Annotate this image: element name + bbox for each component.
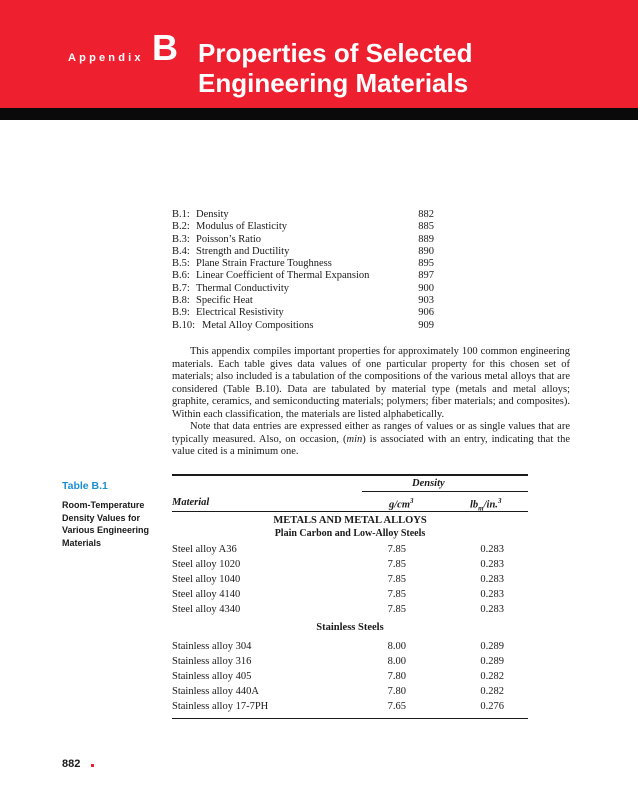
intro-paragraph-1: This appendix compiles important properties for approximately 100 common engineering materials. Each table gives data values of one particular property for this chosen set of materials; also included is a tabulation of the compositions of the various metal alloys that are considered (Table B.10). Data are tabulated by material type (metals and metal alloys; graphite, ceramics, and semiconducting materials; polymers; fiber materials; and composites). Within each classification, the materials are listed alphabetically. (172, 346, 570, 420)
material-cell: Stainless alloy 304 (172, 641, 252, 652)
toc-title: Poisson’s Ratio (196, 233, 262, 245)
material-cell: Stainless alloy 17-7PH (172, 701, 269, 712)
toc-number: B.8: (172, 295, 190, 307)
toc-row (172, 234, 434, 246)
toc-number: B.7: (172, 282, 190, 294)
column-header-material: Material (172, 497, 210, 508)
toc-number: B.6: (172, 270, 190, 282)
appendix-letter: B (152, 27, 178, 68)
toc-number: B.4: (172, 245, 190, 257)
toc-row (172, 221, 434, 233)
table-header-rule (172, 511, 528, 512)
page-number: 882 (62, 758, 81, 770)
table-row (172, 557, 528, 572)
table-bottom-rule (172, 718, 528, 719)
table-top-rule (172, 474, 528, 476)
table-row (172, 639, 528, 654)
material-cell: Stainless alloy 440A (172, 686, 259, 697)
appendix-title-line2: Engineering Materials (198, 68, 469, 98)
table-row (172, 669, 528, 684)
toc-page: 885 (418, 221, 434, 233)
table-row (172, 587, 528, 602)
toc-row (172, 270, 434, 282)
gcm-cell: 8.00 (387, 656, 406, 667)
toc-number: B.9: (172, 307, 190, 319)
table-row (172, 542, 528, 557)
appendix-title-line1: Properties of Selected (198, 38, 473, 68)
toc-row (172, 307, 434, 319)
gcm-cell: 7.85 (387, 574, 406, 585)
table-row (172, 572, 528, 587)
appendix-contents-list (172, 209, 434, 332)
toc-title: Plane Strain Fracture Toughness (196, 258, 332, 270)
toc-title: Specific Heat (196, 295, 253, 307)
table-group-title: Plain Carbon and Low-Alloy Steels (274, 528, 426, 539)
intro-paragraph-2: Note that data entries are expressed either as ranges of values or as single values that are typically measured. Also, on occasion, (min) is associated with an entry, indicating that the value cited is a minimum one. (172, 421, 570, 457)
gcm-cell: 7.80 (387, 671, 406, 682)
toc-title: Metal Alloy Compositions (202, 319, 314, 331)
toc-row (172, 209, 434, 221)
column-header-lbm: $lb_m/in.^3$ (470, 497, 502, 513)
density-table-body (172, 542, 528, 714)
toc-page: 890 (418, 245, 434, 257)
toc-number: B.3: (172, 233, 190, 245)
lbm-cell: 0.283 (480, 604, 504, 615)
toc-page: 909 (418, 319, 434, 331)
banner-underline-bar (0, 108, 638, 120)
lbm-cell: 0.283 (480, 589, 504, 600)
lbm-cell: 0.282 (480, 686, 504, 697)
table-caption (62, 480, 162, 549)
toc-page: 906 (418, 307, 434, 319)
column-group-density: Density (412, 478, 445, 489)
toc-number: B.1: (172, 209, 190, 220)
lbm-cell: 0.289 (480, 656, 504, 667)
table-section-title: METALS AND METAL ALLOYS (273, 515, 427, 526)
toc-title: Strength and Ductility (196, 245, 290, 257)
lbm-cell: 0.283 (480, 544, 504, 555)
table-row (172, 699, 528, 714)
toc-row (172, 283, 434, 295)
lbm-cell: 0.283 (480, 559, 504, 570)
material-cell: Steel alloy A36 (172, 544, 237, 555)
toc-title: Thermal Conductivity (196, 282, 290, 294)
min-term: min (346, 433, 363, 445)
table-group-title: Stainless Steels (316, 622, 384, 633)
lbm-cell: 0.289 (480, 641, 504, 652)
table-group-carbon-steels (172, 542, 528, 617)
toc-title: Density (196, 209, 229, 220)
page-number-dot-icon (91, 764, 94, 767)
column-header-gcm: $g/cm^3$ (389, 497, 414, 511)
table-row (172, 602, 528, 617)
gcm-cell: 7.85 (387, 604, 406, 615)
toc-page: 900 (418, 282, 434, 294)
table-row (172, 654, 528, 669)
gcm-cell: 7.65 (387, 701, 406, 712)
density-group-rule (362, 491, 528, 492)
toc-page: 889 (418, 233, 434, 245)
appendix-label: Appendix (68, 52, 144, 64)
gcm-cell: 7.85 (387, 589, 406, 600)
material-cell: Stainless alloy 405 (172, 671, 252, 682)
material-cell: Steel alloy 1020 (172, 559, 241, 570)
toc-title: Electrical Resistivity (196, 307, 284, 319)
table-caption-text: Room-Temperature Density Values for Various Engineering Materials (62, 500, 150, 548)
toc-page: 895 (418, 258, 434, 270)
lbm-cell: 0.282 (480, 671, 504, 682)
lbm-cell: 0.276 (480, 701, 504, 712)
gcm-cell: 7.85 (387, 544, 406, 555)
material-cell: Stainless alloy 316 (172, 656, 252, 667)
toc-title: Modulus of Elasticity (196, 221, 287, 233)
toc-title: Linear Coefficient of Thermal Expansion (196, 270, 370, 282)
material-cell: Steel alloy 4340 (172, 604, 241, 615)
intro-text (172, 346, 570, 459)
toc-row (172, 246, 434, 258)
toc-row (172, 258, 434, 270)
material-cell: Steel alloy 4140 (172, 589, 241, 600)
appendix-banner (0, 0, 638, 108)
gcm-cell: 7.85 (387, 559, 406, 570)
appendix-title (198, 38, 473, 98)
table-row (172, 684, 528, 699)
gcm-cell: 8.00 (387, 641, 406, 652)
table-label: Table B.1 (62, 480, 108, 492)
toc-row (172, 320, 434, 332)
lbm-cell: 0.283 (480, 574, 504, 585)
material-cell: Steel alloy 1040 (172, 574, 241, 585)
gcm-cell: 7.80 (387, 686, 406, 697)
toc-page: 897 (418, 270, 434, 282)
toc-page: 882 (418, 209, 434, 220)
toc-number: B.2: (172, 221, 190, 233)
table-group-stainless-steels (172, 639, 528, 714)
toc-number: B.10: (172, 319, 196, 331)
toc-page: 903 (418, 295, 434, 307)
toc-number: B.5: (172, 258, 190, 270)
toc-row (172, 295, 434, 307)
